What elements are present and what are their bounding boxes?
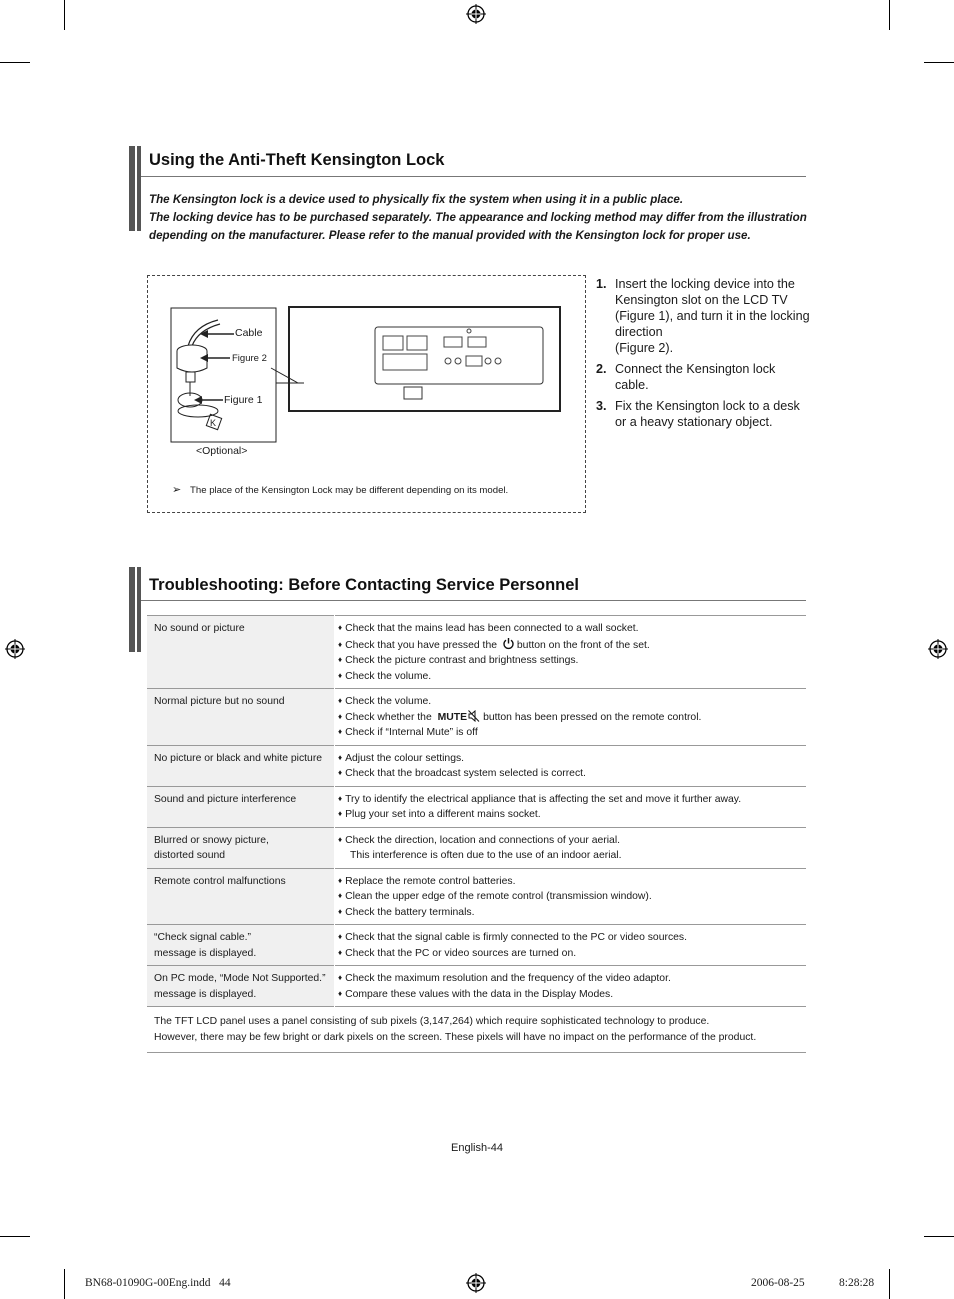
section-rule <box>141 176 806 177</box>
table-footnote-row <box>147 1007 806 1053</box>
problem-cell <box>147 616 335 689</box>
checks-cell <box>335 925 807 966</box>
problem-cell <box>147 745 335 786</box>
checks-cell <box>335 689 807 746</box>
problem-cell <box>147 786 335 827</box>
figure1-label: Figure 1 <box>224 394 263 406</box>
problem-text: message is displayed. <box>154 988 257 1000</box>
problem-text: Remote control malfunctions <box>154 875 286 887</box>
kensington-intro <box>149 191 809 245</box>
step-text: Fix the Kensington lock to a desk or a heavy stationary object. <box>615 399 800 429</box>
check-item: ♦ Check that the PC or video sources are turned on. <box>338 946 799 962</box>
step-number: 2. <box>596 362 607 376</box>
troubleshooting-table <box>147 615 806 1053</box>
problem-cell <box>147 827 335 868</box>
problem-cell <box>147 966 335 1007</box>
crop-mark <box>924 1236 954 1237</box>
step-number: 1. <box>596 277 607 291</box>
checks-cell <box>335 616 807 689</box>
problem-cell <box>147 925 335 966</box>
section-bar <box>129 146 141 231</box>
check-item: ♦ Check the picture contrast and brightness settings. <box>338 653 799 669</box>
page-number: English-44 <box>451 1142 503 1154</box>
crop-mark <box>64 1269 65 1299</box>
check-item: ♦ Check the volume. <box>338 669 799 685</box>
table-row <box>147 925 806 966</box>
footnote-line: The TFT LCD panel uses a panel consisting of sub pixels (3,147,264) which require sophisticated technology to produce. <box>154 1016 710 1027</box>
slug-time: 8:28:28 <box>839 1277 875 1289</box>
check-item: ♦ Check the direction, location and connections of your aerial. <box>338 833 799 849</box>
slug-date: 2006-08-25 <box>751 1277 805 1289</box>
intro-line: The Kensington lock is a device used to physically fix the system when using it in a public place. <box>149 193 684 206</box>
crop-mark <box>0 62 30 63</box>
problem-cell <box>147 689 335 746</box>
problem-text: No sound or picture <box>154 623 245 634</box>
svg-text:K: K <box>210 418 217 428</box>
check-item: ♦ Plug your set into a different mains socket. <box>338 807 799 823</box>
footnote-cell <box>147 1007 806 1053</box>
crop-mark <box>889 1269 890 1299</box>
checks-cell <box>335 827 807 868</box>
footnote-line: However, there may be few bright or dark pixels on the screen. These pixels will have no impact on the performance of the product. <box>154 1031 757 1043</box>
table-row <box>147 745 806 786</box>
problem-text: Blurred or snowy picture, <box>154 834 269 846</box>
registration-mark-icon <box>5 639 25 659</box>
check-item: ♦ Check the volume. <box>338 694 799 710</box>
check-text: Check whether the <box>345 711 432 723</box>
step-text: Connect the Kensington lock cable. <box>615 362 776 392</box>
mute-icon <box>468 710 480 722</box>
problem-text: message is displayed. <box>154 947 257 959</box>
check-text: Check that you have pressed the <box>345 639 498 651</box>
power-icon <box>502 637 515 650</box>
crop-mark <box>64 0 65 30</box>
table-row <box>147 786 806 827</box>
intro-line: The locking device has to be purchased separately. The appearance and locking method may differ from the illustration depending on the manufacturer. Please refer to the manual provided with the Kensington lock for proper use. <box>149 211 807 242</box>
check-item: ♦ Replace the remote control batteries. <box>338 874 799 890</box>
problem-text: Sound and picture interference <box>154 793 297 805</box>
checks-cell <box>335 868 807 925</box>
section-rule <box>141 600 806 601</box>
checks-cell <box>335 966 807 1007</box>
mute-label: MUTE <box>437 711 468 723</box>
kensington-section-title: Using the Anti-Theft Kensington Lock <box>149 151 445 169</box>
troubleshooting-section-title: Troubleshooting: Before Contacting Service Personnel <box>149 576 579 594</box>
problem-text: “Check signal cable.” <box>154 932 252 943</box>
check-item: ♦ Check the battery terminals. <box>338 905 799 921</box>
check-item: ♦ Check the maximum resolution and the frequency of the video adaptor. <box>338 971 799 987</box>
section-bar <box>129 567 141 652</box>
check-item: ♦ Check that the mains lead has been connected to a wall socket. <box>338 621 799 637</box>
crop-mark <box>0 1236 30 1237</box>
step-item <box>596 361 811 393</box>
check-item: ♦ Adjust the colour settings. <box>338 751 799 767</box>
table-row <box>147 827 806 868</box>
crop-mark <box>924 62 954 63</box>
step-text: Insert the locking device into the Kensington slot on the LCD TV (Figure 1), and turn it in the locking direction (Figure 2). <box>615 277 810 355</box>
slug-file: BN68-01090G-00Eng.indd 44 <box>85 1277 231 1289</box>
step-item <box>596 398 811 430</box>
cable-label: Cable <box>235 327 263 339</box>
kensington-illustration <box>148 276 585 512</box>
registration-mark-icon <box>466 4 486 24</box>
problem-text: distorted sound <box>154 850 226 861</box>
table-row <box>147 616 806 689</box>
optional-label: <Optional> <box>196 445 248 457</box>
registration-mark-icon <box>466 1273 486 1293</box>
check-item <box>338 710 799 726</box>
problem-text: On PC mode, “Mode Not Supported.” <box>154 973 326 984</box>
problem-cell <box>147 868 335 925</box>
figure2-label: Figure 2 <box>232 353 267 364</box>
check-item: ♦ Clean the upper edge of the remote control (transmission window). <box>338 889 799 905</box>
kensington-figure <box>147 275 586 513</box>
check-item: ♦ Try to identify the electrical appliance that is affecting the set and move it further away. <box>338 792 799 808</box>
table-row <box>147 966 806 1007</box>
crop-mark <box>889 0 890 30</box>
check-text: button on the front of the set. <box>516 639 650 651</box>
check-item: ♦ Check if “Internal Mute” is off <box>338 725 799 741</box>
check-item: ♦ Check that the broadcast system selected is correct. <box>338 766 799 782</box>
check-continuation: This interference is often due to the use of an indoor aerial. <box>350 850 622 861</box>
table-row <box>147 689 806 746</box>
note-arrow-icon: ➢ <box>172 484 182 496</box>
kensington-steps <box>596 276 811 435</box>
check-item: ♦ Check that the signal cable is firmly connected to the PC or video sources. <box>338 930 799 946</box>
step-item <box>596 276 811 356</box>
step-number: 3. <box>596 399 607 413</box>
check-text: button has been pressed on the remote control. <box>483 711 702 723</box>
checks-cell <box>335 745 807 786</box>
registration-mark-icon <box>928 639 948 659</box>
check-item: ♦ Compare these values with the data in the Display Modes. <box>338 987 799 1003</box>
figure-note: The place of the Kensington Lock may be different depending on its model. <box>190 485 509 496</box>
table-row <box>147 868 806 925</box>
problem-text: Normal picture but no sound <box>154 696 285 707</box>
problem-text: No picture or black and white picture <box>154 752 323 764</box>
checks-cell <box>335 786 807 827</box>
check-item <box>338 637 799 654</box>
